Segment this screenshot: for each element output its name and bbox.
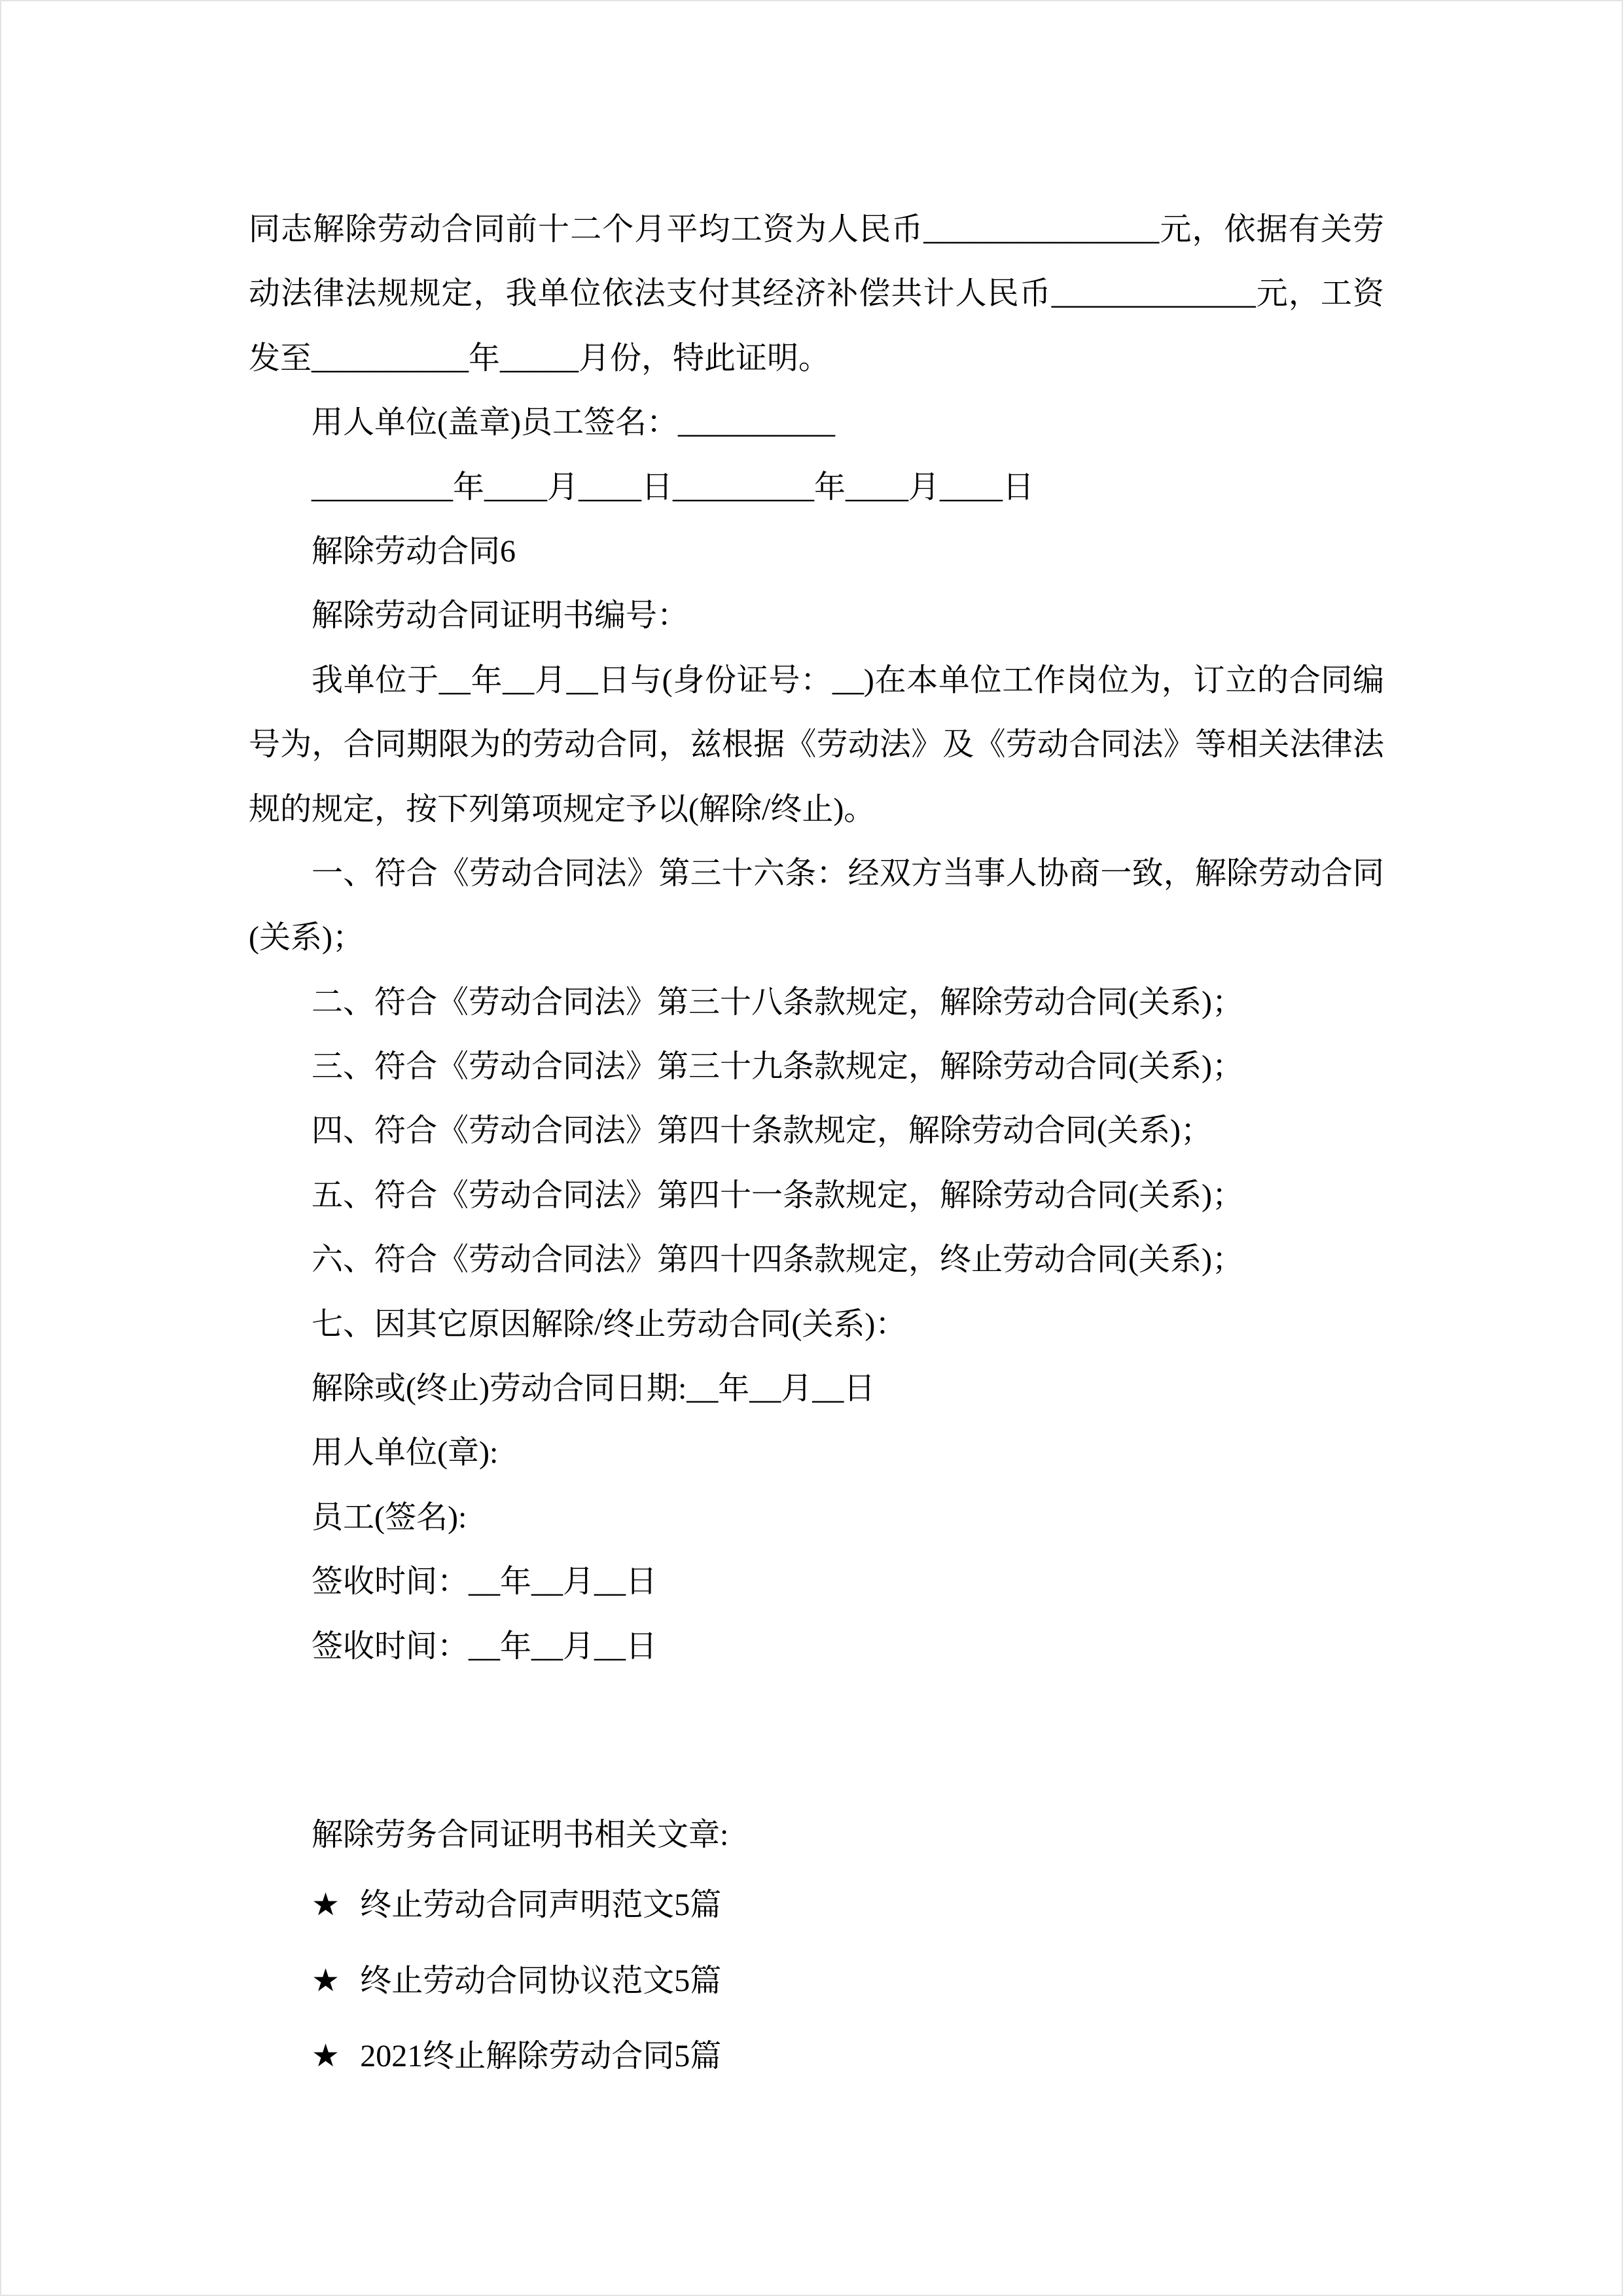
paragraph-termination-date: 解除或(终止)劳动合同日期:__年__月__日 [312, 1371, 876, 1407]
paragraph-employer-seal: 用人单位(章): [312, 1435, 499, 1471]
paragraph-contract-intro: 我单位于__年__月__日与(身份证号：__)在本单位工作岗位为，订立的合同编号为，合同期限为的劳动合同，兹根据《劳动法》及《劳动合同法》等相关法律法规的规定，按下列第项规定予以(解除/终止)。 [249, 662, 1384, 827]
related-article-item [249, 2018, 1384, 2094]
section-spacer [249, 1679, 1384, 1803]
list-item-3: 三、符合《劳动合同法》第三十九条款规定，解除劳动合同(关系)； [312, 1049, 1243, 1085]
related-article-link: 终止劳动合同协议范文5篇 [360, 1963, 722, 1998]
list-item-4: 四、符合《劳动合同法》第四十条款规定，解除劳动合同(关系)； [312, 1113, 1212, 1149]
related-article-link: 2021终止解除劳动合同5篇 [360, 2038, 722, 2073]
paragraph-wage-certification: 同志解除劳动合同前十二个月平均工资为人民币_______________元，依据有关劳动法律法规规定，我单位依法支付其经济补偿共计人民币_____________元，工资发至__________年_____月份，特此证明。 [249, 212, 1384, 376]
related-articles-heading: 解除劳务合同证明书相关文章: [312, 1817, 729, 1852]
list-item-2: 二、符合《劳动合同法》第三十八条款规定，解除劳动合同(关系)； [312, 984, 1243, 1020]
star-icon: ★ [312, 1963, 340, 1998]
paragraph-receipt-time-1: 签收时间：__年__月__日 [312, 1564, 658, 1600]
section-title: 解除劳动合同6 [312, 533, 516, 569]
document-content [249, 198, 1384, 2094]
paragraph-employer-signature: 用人单位(盖章)员工签名：__________ [312, 405, 835, 440]
list-item-1: 一、符合《劳动合同法》第三十六条：经双方当事人协商一致，解除劳动合同(关系)； [249, 855, 1384, 956]
list-item-6: 六、符合《劳动合同法》第四十四条款规定，终止劳动合同(关系)； [312, 1242, 1243, 1278]
related-article-link: 终止劳动合同声明范文5篇 [360, 1888, 722, 1923]
related-article-item [249, 1943, 1384, 2018]
paragraph-receipt-time-2: 签收时间：__年__月__日 [312, 1628, 658, 1664]
star-icon: ★ [312, 1888, 340, 1923]
related-article-item [249, 1867, 1384, 1943]
paragraph-employee-signature: 员工(签名): [312, 1499, 467, 1535]
paragraph-certificate-number: 解除劳动合同证明书编号： [312, 598, 689, 634]
list-item-7: 七、因其它原因解除/终止劳动合同(关系)： [312, 1306, 907, 1342]
paragraph-date-blanks: _________年____月____日_________年____月____日 [312, 469, 1035, 505]
star-icon: ★ [312, 2038, 340, 2073]
list-item-5: 五、符合《劳动合同法》第四十一条款规定，解除劳动合同(关系)； [312, 1177, 1243, 1213]
